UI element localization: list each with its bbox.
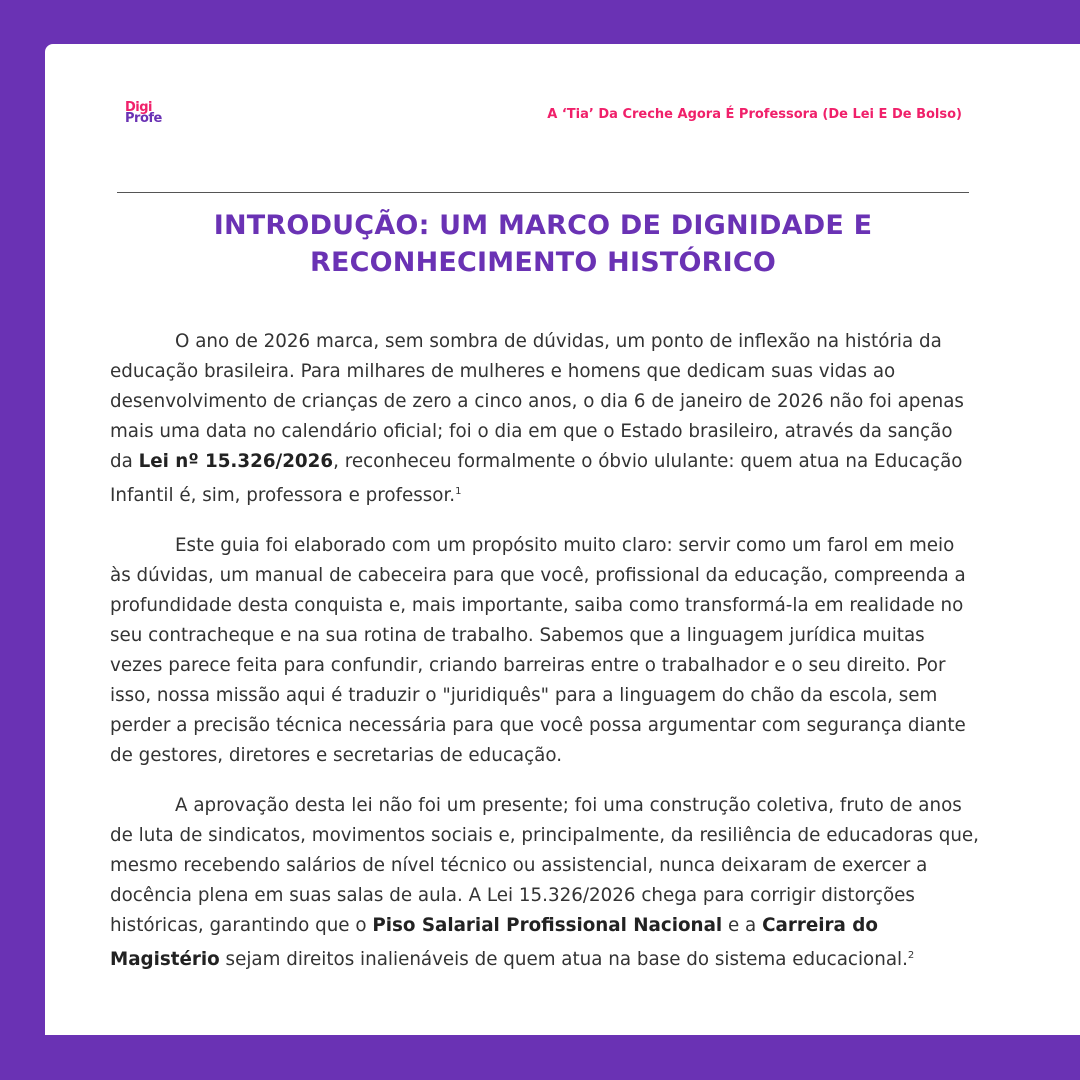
footnote-ref[interactable]: 1 (455, 486, 462, 497)
paragraph-2: Este guia foi elaborado com um propósito muito claro: servir como um farol em meio às dúvidas, um manual de cabeceira para que você, profissional da educação, compreenda a profundidade desta conquista e, mais importante, saiba como transformá-la em realidade no seu contracheque e na sua rotina de trabalho. Sabemos que a linguagem jurídica muitas vezes parece feita para confundir, criando barreiras entre o trabalhador e o seu direito. Por isso, nossa missão aqui é traduzir o "juridiquês" para a linguagem do chão da escola, sem perder a precisão técnica necessária para que você possa argumentar com segurança diante de gestores, diretores e secretarias de educação. (110, 535, 966, 767)
text: A aprovação desta lei não foi um presente; foi uma construção coletiva, fruto de anos de luta de sindicatos, movimentos sociais e, principalmente, da resiliência de educadoras que, mesmo recebendo salários de nível técnico ou assistencial, nunca deixaram de exercer a docência plena em suas salas de aula. A Lei 15.326/2026 chega para corrigir distorções históricas, garantindo que o (110, 795, 979, 937)
paragraph-3 (110, 791, 980, 975)
digiprofe-logo (125, 102, 162, 124)
section-heading (117, 207, 969, 281)
body-text (110, 327, 980, 995)
heading-line-2: RECONHECIMENTO HISTÓRICO (309, 247, 777, 278)
logo-line2: Profe (125, 111, 162, 126)
bold-term: Carreira do Magistério (110, 915, 878, 971)
text: sejam direitos inalienáveis de quem atua na base do sistema educacional. (219, 949, 908, 971)
footnote-ref[interactable]: 2 (907, 950, 915, 962)
header-divider (117, 192, 969, 193)
bottom-frame-band (0, 1035, 1080, 1080)
heading-line-1: INTRODUÇÃO: UM MARCO DE DIGNIDADE E (213, 210, 873, 241)
text: e a (722, 915, 763, 937)
running-header-title: A ‘Tia’ Da Creche Agora É Professora (De Lei E De Bolso) (547, 107, 962, 122)
paragraph-1 (110, 327, 980, 511)
text: , reconheceu formalmente o óbvio ululante: quem atua na Educação Infantil é, sim, professora e professor. (110, 451, 963, 507)
law-reference: Lei nº 15.326/2026 (138, 451, 334, 472)
document-page (45, 44, 1080, 1035)
text: O ano de 2026 marca, sem sombra de dúvidas, um ponto de inflexão na história da educação brasileira. Para milhares de mulheres e homens que dedicam suas vidas ao desenvolvimento de crianças de zero a cinco anos, o dia 6 de janeiro de 2026 não foi apenas mais uma data no calendário oficial; foi o dia em que o Estado brasileiro, através da sanção da (110, 331, 964, 472)
logo-line1: Digi (125, 100, 153, 115)
bold-term: Piso Salarial Profissional Nacional (372, 915, 723, 937)
